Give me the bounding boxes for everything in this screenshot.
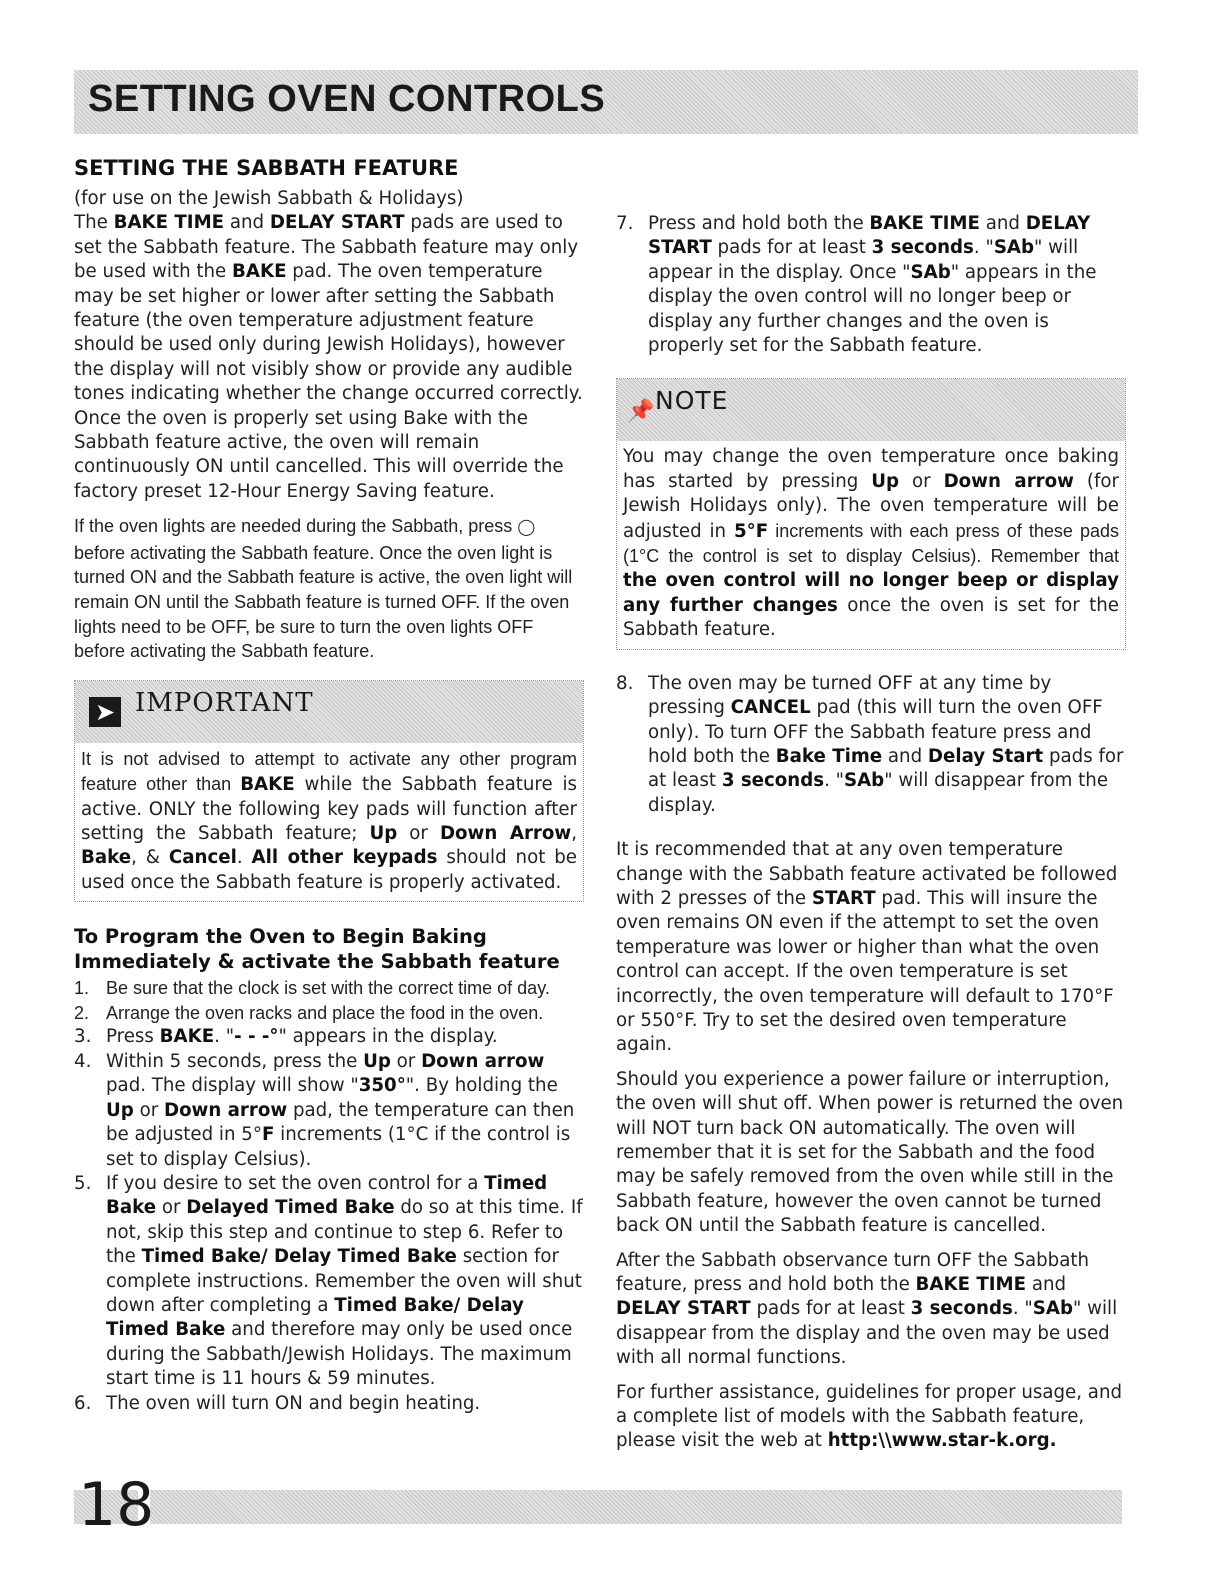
oven-lights-paragraph: If the oven lights are needed during the Sabbath, press ◯ before activating the Sabbath feature. Once the oven light is turned ON and the Sabbath feature is active, the oven light will remain ON until the Sabbath feature is turned OFF. If the oven lights need to be OFF, be sure to turn the oven lights OFF before activating the Sabbath feature. [74,516,573,662]
list-item: 8. The oven may be turned OFF at any time by pressing CANCEL pad (this will turn the oven OFF only). To turn OFF the Sabbath feature press and hold both the Bake Time and Delay Start pads for at least 3 seconds. "SAb" will disappear from the display. [616,672,1124,816]
sabbath-subtitle: (for use on the Jewish Sabbath & Holidays) [74,188,464,209]
left-column [74,155,584,1416]
star-k-link[interactable]: http:\\www.star-k.org. [827,1430,1057,1452]
sabbath-intro: The BAKE TIME and DELAY START pads are used to set the Sabbath feature. The Sabbath feature may only be used with the BAKE pad. The oven temperature may be set higher or lower after setting the Sabbath feature (the oven temperature adjustment feature should be used only during Jewish Holidays), however the display will not visibly show or provide any audible tones indicating whether the change occurred correctly. Once the oven is properly set using Bake with the Sabbath feature active, the oven will remain continuously ON until cancelled. This will override the factory preset 12-Hour Energy Saving feature. [74,212,583,502]
list-item: 2. Arrange the oven racks and place the food in the oven. [74,1002,544,1023]
list-item: 5. If you desire to set the oven control for a Timed Bake or Delayed Timed Bake do so at this time. If not, skip this step and continue to step 6. Refer to the Timed Bake/ Delay Timed Bake section for complete instructions. Remember the oven will shut down after completing a Timed Bake/ Delay Timed Bake and therefore may only be used once during the Sabbath/Jewish Holidays. The maximum start time is 11 hours & 59 minutes. [74,1172,583,1390]
important-header [75,681,583,743]
note-title: NOTE [655,386,729,416]
program-steps [74,976,584,1416]
header-banner [74,70,1138,134]
power-failure-paragraph: Should you experience a power failure or interruption, the oven will shut off. When power is returned the oven will NOT turn back ON automatically. The oven will remember that it is set for the Sabbath and the food may be safely removed from the oven while still in the Sabbath feature, however the oven cannot be turned back ON until the Sabbath feature is cancelled. [616,1068,1124,1237]
note-box [616,378,1126,649]
arrow-right-icon: ➤ [89,697,121,727]
footer-bar [150,1490,1122,1524]
page-number: 18 [78,1470,155,1540]
step-8-list [616,672,1126,818]
important-title: IMPORTANT [135,687,314,718]
list-item: 1. Be sure that the clock is set with the correct time of day. [74,978,550,999]
list-item: 6. The oven will turn ON and begin heating. [74,1392,481,1414]
after-sabbath-paragraph: After the Sabbath observance turn OFF the Sabbath feature, press and hold both the BAKE TIME and DELAY START pads for at least 3 seconds. "SAb" will disappear from the display and the oven may be used with all normal functions. [616,1249,1118,1369]
light-bulb-icon: ◯ [517,519,536,537]
step-7-list [616,212,1126,358]
sabbath-heading: SETTING THE SABBATH FEATURE [74,156,459,180]
page-section-title: SETTING OVEN CONTROLS [88,78,606,120]
program-heading: To Program the Oven to Begin Baking Immediately & activate the Sabbath feature [74,925,560,974]
start-recommendation-paragraph: It is recommended that at any oven temperature change with the Sabbath feature activated be followed with 2 presses of the START pad. This will insure the oven remains ON even if the attempt to set the oven temperature was lower or higher than what the oven control can accept. If the oven temperature is set incorrectly, the oven temperature will default to 170°F or 550°F. Try to set the desired oven temperature again. [616,839,1118,1056]
note-header [617,379,1125,441]
note-text: You may change the oven temperature once baking has started by pressing Up or Down arrow (for Jewish Holidays only). The oven temperature will be adjusted in 5°F increments with each press of these pads (1°C the control is set to display Celsius). Remember that the oven control will no longer beep or display any further changes once the oven is set for the Sabbath feature. [623,446,1120,641]
important-box [74,680,584,902]
important-text: It is not advised to attempt to activate any other program feature other than BAKE while the Sabbath feature is active. ONLY the following key pads will function after setting the Sabbath feature; Up or Down Arrow, Bake, & Cancel. All other keypads should not be used once the Sabbath feature is properly activated. [81,748,577,893]
further-assistance-paragraph: For further assistance, guidelines for proper usage, and a complete list of models with the Sabbath feature, please visit the web at http:\\www.star-k.org. [616,1381,1123,1452]
list-item: 4. Within 5 seconds, press the Up or Down arrow pad. The display will show "350°". By holding the Up or Down arrow pad, the temperature can then be adjusted in 5°F increments (1°C if the control is set to display Celsius). [74,1050,575,1170]
pushpin-icon: 📌 [627,399,655,425]
right-column [616,212,1126,1454]
list-item: 3. Press BAKE. "- - -°" appears in the display. [74,1026,498,1048]
list-item: 7. Press and hold both the BAKE TIME and DELAY START pads for at least 3 seconds. "SAb" will appear in the display. Once "SAb" appears in the display the oven control will no longer beep or display any further changes and the oven is properly set for the Sabbath feature. [616,213,1097,357]
